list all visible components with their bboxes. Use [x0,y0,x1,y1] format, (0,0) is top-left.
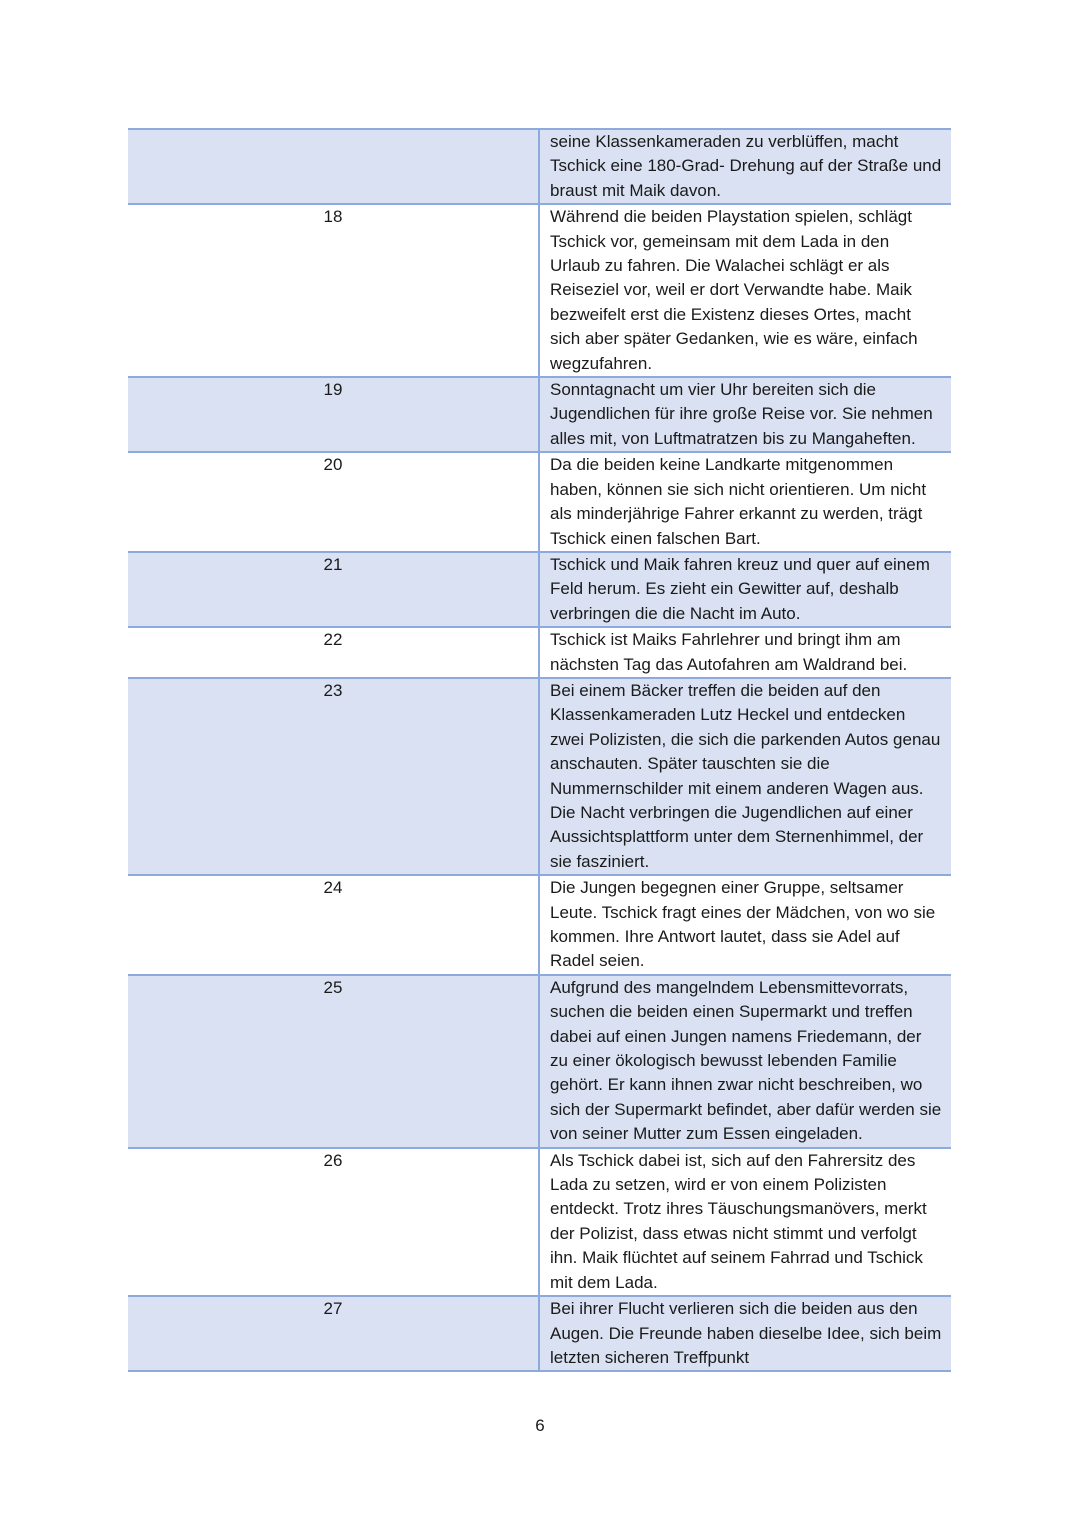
table-row [128,975,951,1148]
table-row [128,377,951,452]
chapter-summary-cell: Da die beiden keine Landkarte mitgenommen haben, können sie sich nicht orientieren. Um nicht als minderjährige Fahrer erkannt zu werden, trägt Tschick einen falschen Bart. [539,452,951,552]
chapter-number-cell: 22 [128,627,539,678]
chapter-number-cell: 26 [128,1148,539,1296]
chapter-summary-table [128,128,951,1372]
chapter-number-cell: 27 [128,1296,539,1371]
table-row [128,204,951,377]
table-row [128,1296,951,1371]
chapter-number-cell: 23 [128,678,539,875]
chapter-summary-cell: seine Klassenkameraden zu verblüffen, macht Tschick eine 180-Grad- Drehung auf der Straße und braust mit Maik davon. [539,129,951,204]
chapter-summary-cell: Bei ihrer Flucht verlieren sich die beiden aus den Augen. Die Freunde haben dieselbe Idee, sich beim letzten sicheren Treffpunkt [539,1296,951,1371]
page-number: 6 [535,1416,545,1435]
chapter-summary-cell: Tschick ist Maiks Fahrlehrer und bringt ihm am nächsten Tag das Autofahren am Waldrand bei. [539,627,951,678]
chapter-number-cell: 25 [128,975,539,1148]
table-row [128,1148,951,1296]
table-row [128,129,951,204]
table-row [128,875,951,975]
chapter-number-cell: 20 [128,452,539,552]
table-row [128,552,951,627]
chapter-summary-cell: Tschick und Maik fahren kreuz und quer auf einem Feld herum. Es zieht ein Gewitter auf, deshalb verbringen die die Nacht im Auto. [539,552,951,627]
chapter-number-cell: 19 [128,377,539,452]
chapter-number-cell: 24 [128,875,539,975]
table-row [128,627,951,678]
chapter-summary-cell: Als Tschick dabei ist, sich auf den Fahrersitz des Lada zu setzen, wird er von einem Polizisten entdeckt. Trotz ihres Täuschungsmanövers, merkt der Polizist, dass etwas nicht stimmt und verfolgt ihn. Maik flüchtet auf seinem Fahrrad und Tschick mit dem Lada. [539,1148,951,1296]
chapter-number-cell: 21 [128,552,539,627]
chapter-summary-cell: Sonntagnacht um vier Uhr bereiten sich die Jugendlichen für ihre große Reise vor. Sie nehmen alles mit, von Luftmatratzen bis zu Mangaheften. [539,377,951,452]
chapter-number-cell: 18 [128,204,539,377]
table-row [128,452,951,552]
chapter-summary-cell: Die Jungen begegnen einer Gruppe, seltsamer Leute. Tschick fragt eines der Mädchen, von wo sie kommen. Ihre Antwort lautet, dass sie Adel auf Radel seien. [539,875,951,975]
chapter-summary-cell: Aufgrund des mangelndem Lebensmittevorrats, suchen die beiden einen Supermarkt und treffen dabei auf einen Jungen namens Friedemann, der zu einer ökologisch bewusst lebenden Familie gehört. Er kann ihnen zwar nicht beschreiben, wo sich der Supermarkt befindet, aber dafür werden sie von seiner Mutter zum Essen eingeladen. [539,975,951,1148]
chapter-summary-cell: Während die beiden Playstation spielen, schlägt Tschick vor, gemeinsam mit dem Lada in den Urlaub zu fahren. Die Walachei schlägt er als Reiseziel vor, weil er dort Verwandte habe. Maik bezweifelt erst die Existenz dieses Ortes, macht sich aber später Gedanken, wie es wäre, einfach wegzufahren. [539,204,951,377]
table-row [128,678,951,875]
chapter-summary-cell: Bei einem Bäcker treffen die beiden auf den Klassenkameraden Lutz Heckel und entdecken zwei Polizisten, die sich die parkenden Autos genau anschauten. Später tauschten sie die Nummernschilder mit einem anderen Wagen aus. Die Nacht verbringen die Jugendlichen auf einer Aussichtsplattform unter dem Sternenhimmel, der sie fasziniert. [539,678,951,875]
chapter-number-cell [128,129,539,204]
